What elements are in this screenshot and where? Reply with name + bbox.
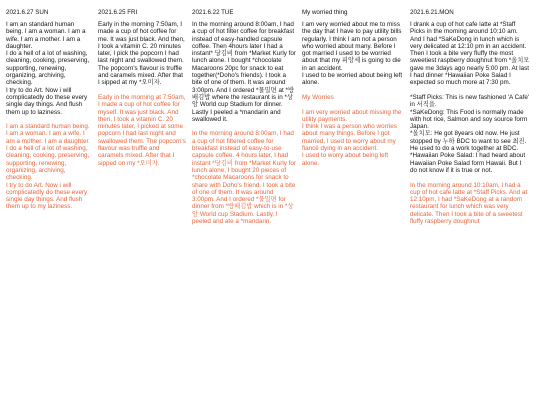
column-topic-header: My worried thing xyxy=(302,9,348,16)
paragraph-gap xyxy=(6,116,92,123)
footnotes: *Staff Picks: This is new fashioned 'A Cafe' in 서직을. *SaKeDong: This Food is normally made with hot rice, Salmon and soy source form Japan. *올치모: He got 8years old now. He just stopped by 누하 BDC to want to see 최진. He used to do a work together at BDC. *Hawaiian Poke Salad: I had heard about Hawaiian Poke Salad form Hawaii. But I do not know if it is true or not. xyxy=(410,93,530,174)
column-date-header: 2021.6.22 TUE xyxy=(192,9,234,16)
original-entry: Early in the morning 7:50am, I made a cup of hot coffee for me. It was just black. And then, I took a vitamin C. 20 minutes later, I pick the popcorn I had last night and swallowed them. The popcorn's flavour is truffle and caramels mixed. After that I sipped at my *오미자. xyxy=(98,21,185,87)
paragraph-gap xyxy=(98,87,186,94)
original-entry: I am an standard human being. I am a woman. I am a wife. I am a mother. I am a daughter. I do a hell of a lot of washing, cleaning, cooking, preserving, supporting, renewing, organizing, archiving, checking. I try to do Art. Now i will complicatedly do these every single day things. And flush them up to laziness. xyxy=(6,21,90,116)
paragraph-gap xyxy=(410,87,530,94)
corrected-entry: Early in the morning at 7:50am, I made a cup of hot coffee for myself. It was just black. And then, I took a vitamin C. 20 minutes later, I picked at some popcorn I had last night and swallowed them. The popcorn's flavour was truffle and caramels mixed. After that I sipped on my *오미자. xyxy=(98,93,186,167)
corrected-entry: I am a standard human being. I am a woman. I am a wife. I am a mother. I am a daughter. I do a hell of a lot of washing, cleaning, cooking, preserving, supporting, renewing, organizing, archiving, checking. I try to do Art. Now i will complicatedly do these every single day things. And flush them up to my laziness. xyxy=(6,123,91,211)
diary-column-fri xyxy=(98,9,186,401)
paragraph-gap xyxy=(410,174,530,181)
corrected-entry: I am very worried about missing the utility payments. I think I was a person who worries about many things. Before I got married, I used to worry about my fiancé dying in an accident. I used to worry about being left alone. xyxy=(302,108,402,167)
original-entry: I am very worried about me to miss the day that I have to pay utility bills regularly. I think I am not a person who worried about many. Before I got married I used to be worried about that my 피앙세 is going to die in an accident. I used to be worried about being left alone. xyxy=(302,21,403,87)
diary-column-sun xyxy=(6,9,92,401)
original-entry: I drank a cup of hot cafe latte at *Staff Picks in the morning around 10:10 am. And I had *SaKeDong in lunch which is very delicated at 12:10 pm in an accident. Then I took a bite very fluffy the most sweetiest raspberry doughnut from *올치모 gave me 3days ago nearly 5:00 pm. At last I had dinner *Hawaiian Poke Salad I expected so much more at 7:30 pm. xyxy=(410,21,530,87)
paragraph-gap xyxy=(302,87,404,94)
diary-column-worries xyxy=(302,9,404,401)
diary-column-tue xyxy=(192,9,296,401)
paragraph-gap xyxy=(302,101,404,108)
column-date-header: 2021.6.25 FRI xyxy=(98,9,138,16)
column-date-header: 2021.6.21.MON xyxy=(410,9,454,16)
original-entry: In the morning around 8:00am, I had a cup of hot filter coffee for breakfast instead of easy-handled capsule coffee. Then 4hours later I had a instant* 당김비 from *Market Kurly for lunch alone. I bought *chocolate Macaroons 20pc for snack to eat together(*Doho's friends). I took a bite of one of them. It was around 3:00pm. And I ordered *물밀면 at *방배김밥 where the restaurant is in *상암 World cup Stadium for dinner. Lastly I peeled a *mandarin and swallowed it. xyxy=(192,21,296,123)
corrected-title: My Worries xyxy=(302,93,334,101)
diary-column-mon xyxy=(410,9,530,401)
column-date-header: 2021.6.27 SUN xyxy=(6,9,49,16)
paragraph-gap xyxy=(192,123,296,130)
corrected-entry: In the morning around 10:10am, I had a cup of hot cafe latte at *Staff Picks. And at 12:10pm, I had *SaKeDong at a random restaurant for lunch which was very delicate. Then I took a bite of a sweetest fluffy raspberry doughnut xyxy=(410,181,528,226)
corrected-entry: In the morning around 8:00am, I had a cup of hot filtered coffee for breakfast instead of easy-to-use capsule coffee. 4 hours later, I had instant *당김비 from *Market Kurly for lunch alone, I bought 20 pieces of *chocolate Macaroons for snack to share with Doho's friend. I took a bite of one of them. It was around 3:00pm. And I ordered *물밀면 for dinner from *방배김밥 which is in *상암 World cup Stadium. Lastly, I peeled and ate a *mandarin. xyxy=(192,130,296,226)
